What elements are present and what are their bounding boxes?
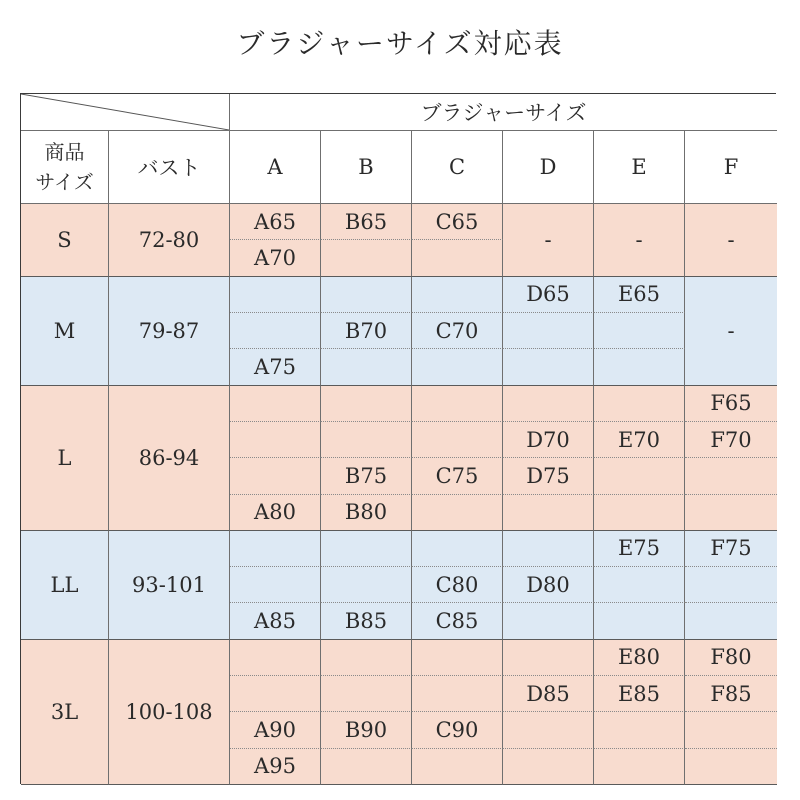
bra-size-cell-a: A80	[230, 495, 321, 531]
bra-size-cell-c	[412, 676, 503, 712]
bra-size-cell-f: F80	[685, 640, 777, 676]
bra-size-cell-e	[594, 603, 685, 639]
bra-size-cell-e	[594, 567, 685, 603]
bra-size-cell-a: A95	[230, 749, 321, 785]
empty-cell-d: -	[503, 204, 594, 277]
bra-size-cell-a	[230, 386, 321, 422]
bra-size-cell-c	[412, 386, 503, 422]
bra-size-cell-d: D85	[503, 676, 594, 712]
bra-size-cell-c	[412, 349, 503, 385]
cup-header-c: C	[412, 131, 503, 204]
bra-size-cell-d	[503, 712, 594, 748]
bra-size-cell-b	[321, 749, 412, 785]
bra-size-cell-a: A75	[230, 349, 321, 385]
bra-size-cell-b	[321, 422, 412, 458]
bra-size-cell-e	[594, 386, 685, 422]
bra-size-cell-d	[503, 495, 594, 531]
bra-size-cell-a	[230, 277, 321, 313]
empty-cell-f: -	[685, 277, 777, 386]
bra-size-cell-d	[503, 603, 594, 639]
bra-size-cell-e: E65	[594, 277, 685, 313]
corner-diagonal-cell	[21, 94, 230, 131]
bra-size-cell-b	[321, 676, 412, 712]
size-label: 3L	[21, 640, 109, 785]
bra-size-cell-d: D65	[503, 277, 594, 313]
size-chart-table	[20, 93, 776, 784]
bust-header: バスト	[109, 131, 230, 204]
bra-size-cell-e	[594, 313, 685, 349]
bra-size-cell-e	[594, 349, 685, 385]
bra-size-cell-d: D75	[503, 458, 594, 494]
bra-size-cell-a: A65	[230, 204, 321, 240]
product-size-header	[21, 131, 109, 204]
bra-size-cell-b: B80	[321, 495, 412, 531]
bra-size-cell-b: B65	[321, 204, 412, 240]
bra-size-cell-d	[503, 531, 594, 567]
bra-size-header: ブラジャーサイズ	[230, 94, 777, 131]
bra-size-cell-b	[321, 386, 412, 422]
bra-size-cell-a	[230, 676, 321, 712]
bra-size-cell-f	[685, 458, 777, 494]
bra-size-cell-c	[412, 277, 503, 313]
bra-size-cell-f	[685, 749, 777, 785]
bra-size-cell-b	[321, 531, 412, 567]
bra-size-cell-a	[230, 640, 321, 676]
bra-size-cell-e: E75	[594, 531, 685, 567]
bra-size-cell-b	[321, 567, 412, 603]
bra-size-cell-c	[412, 531, 503, 567]
bra-size-cell-c	[412, 749, 503, 785]
page-title: ブラジャーサイズ対応表	[236, 27, 564, 60]
bra-size-cell-f: F70	[685, 422, 777, 458]
cup-header-b: B	[321, 131, 412, 204]
bra-size-cell-b: B85	[321, 603, 412, 639]
bust-range: 79-87	[109, 277, 230, 386]
bra-size-cell-b	[321, 240, 412, 276]
bra-size-cell-f	[685, 495, 777, 531]
bra-size-cell-b	[321, 277, 412, 313]
bra-size-cell-e: E70	[594, 422, 685, 458]
product-size-label-line2: サイズ	[35, 170, 94, 194]
bra-size-cell-b: B90	[321, 712, 412, 748]
bra-size-cell-a: A70	[230, 240, 321, 276]
bra-size-cell-b	[321, 349, 412, 385]
bra-size-cell-e	[594, 458, 685, 494]
bra-size-cell-f: F65	[685, 386, 777, 422]
bra-size-cell-f	[685, 567, 777, 603]
bra-size-cell-f: F75	[685, 531, 777, 567]
bra-size-cell-c: C90	[412, 712, 503, 748]
bra-size-cell-c: C75	[412, 458, 503, 494]
bra-size-cell-a	[230, 422, 321, 458]
bra-size-cell-d	[503, 386, 594, 422]
bra-size-cell-d: D80	[503, 567, 594, 603]
bra-size-cell-b: B70	[321, 313, 412, 349]
bra-size-cell-a	[230, 458, 321, 494]
bra-size-cell-d	[503, 313, 594, 349]
bra-size-cell-d: D70	[503, 422, 594, 458]
size-label: S	[21, 204, 109, 277]
bra-size-cell-b: B75	[321, 458, 412, 494]
bra-size-cell-c: C70	[412, 313, 503, 349]
bra-size-cell-e: E80	[594, 640, 685, 676]
size-label: L	[21, 386, 109, 531]
bra-size-cell-a	[230, 531, 321, 567]
cup-header-e: E	[594, 131, 685, 204]
cup-header-d: D	[503, 131, 594, 204]
bra-size-cell-a: A85	[230, 603, 321, 639]
bra-size-cell-a	[230, 567, 321, 603]
bra-size-cell-c: C80	[412, 567, 503, 603]
empty-cell-e: -	[594, 204, 685, 277]
diagonal-line	[21, 94, 229, 130]
bra-size-cell-c: C85	[412, 603, 503, 639]
bra-size-cell-c	[412, 640, 503, 676]
bust-range: 72-80	[109, 204, 230, 277]
bra-size-cell-c	[412, 240, 503, 276]
cup-header-f: F	[685, 131, 777, 204]
bust-range: 100-108	[109, 640, 230, 785]
bra-size-cell-e	[594, 712, 685, 748]
bra-size-cell-c	[412, 495, 503, 531]
cup-header-a: A	[230, 131, 321, 204]
size-label: LL	[21, 531, 109, 640]
product-size-label-line1: 商品	[44, 140, 85, 164]
size-label: M	[21, 277, 109, 386]
bra-size-cell-a	[230, 313, 321, 349]
bra-size-cell-d	[503, 749, 594, 785]
bra-size-cell-f	[685, 712, 777, 748]
bra-size-cell-f	[685, 603, 777, 639]
bust-range: 86-94	[109, 386, 230, 531]
bra-size-cell-e	[594, 749, 685, 785]
bra-size-cell-c: C65	[412, 204, 503, 240]
bra-size-cell-c	[412, 422, 503, 458]
bust-range: 93-101	[109, 531, 230, 640]
bra-size-cell-d	[503, 349, 594, 385]
bra-size-cell-f: F85	[685, 676, 777, 712]
bra-size-cell-e	[594, 495, 685, 531]
bra-size-cell-b	[321, 640, 412, 676]
bra-size-cell-a: A90	[230, 712, 321, 748]
empty-cell-f: -	[685, 204, 777, 277]
bra-size-cell-d	[503, 640, 594, 676]
bra-size-cell-e: E85	[594, 676, 685, 712]
